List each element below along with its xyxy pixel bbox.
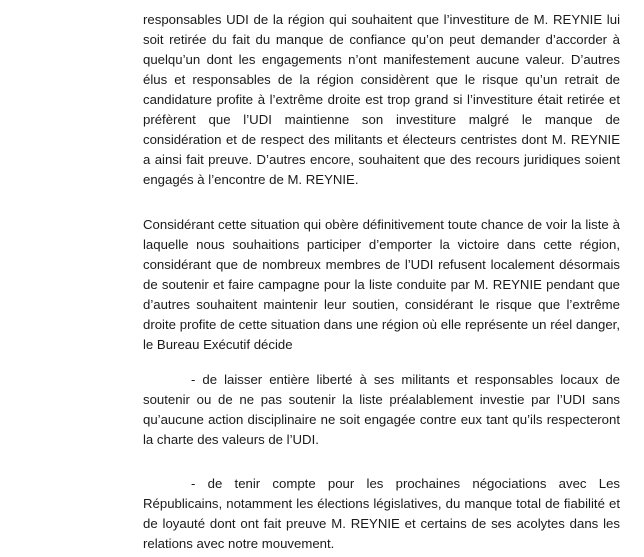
paragraph-investiture: responsables UDI de la région qui souhaitent que l’investiture de M. REYNIE lui soit retirée du fait du manque de confiance qu’on peut demander d’accorder à quelqu’un dont les engagements n’ont manifestement aucune valeur. D’autres élus et responsables de la région considèrent que le risque qu’un retrait de candidature profite à l’extrême droite est trop grand si l’investiture était retirée et préfèrent que l’UDI maintienne son investiture malgré le manque de considération et de respect des militants et électeurs centristes dont M. REYNIE a ainsi fait preuve. D’autres encore, souhaitent que des recours juridiques soient engagés à l’encontre de M. REYNIE. — [143, 12, 620, 187]
paragraph-decision-negociations: - de tenir compte pour les prochaines négociations avec Les Républicains, notamment les élections législatives, du manque total de fiabilité et de loyauté dont ont fait preuve M. REYNIE et certains de ses acolytes dans les relations avec notre mouvement. — [143, 476, 620, 551]
paragraph-decision-liberte: - de laisser entière liberté à ses militants et responsables locaux de soutenir ou de ne pas soutenir la liste préalablement investie par l’UDI sans qu’aucune action disciplinaire ne soit engagée contre eux tant qu’ils respecteront la charte des valeurs de l’UDI. — [143, 372, 620, 447]
paragraph-considerant: Considérant cette situation qui obère définitivement toute chance de voir la liste à laquelle nous souhaitions participer d’emporter la victoire dans cette région, considérant que de nombreux membres de l’UDI refusent localement désormais de soutenir et faire campagne pour la liste conduite par M. REYNIE pendant que d’autres souhaitent maintenir leur soutien, considérant le risque que l’extrême droite profite de cette situation dans une région où elle représente un réel danger, le Bureau Exécutif décide — [143, 217, 620, 352]
